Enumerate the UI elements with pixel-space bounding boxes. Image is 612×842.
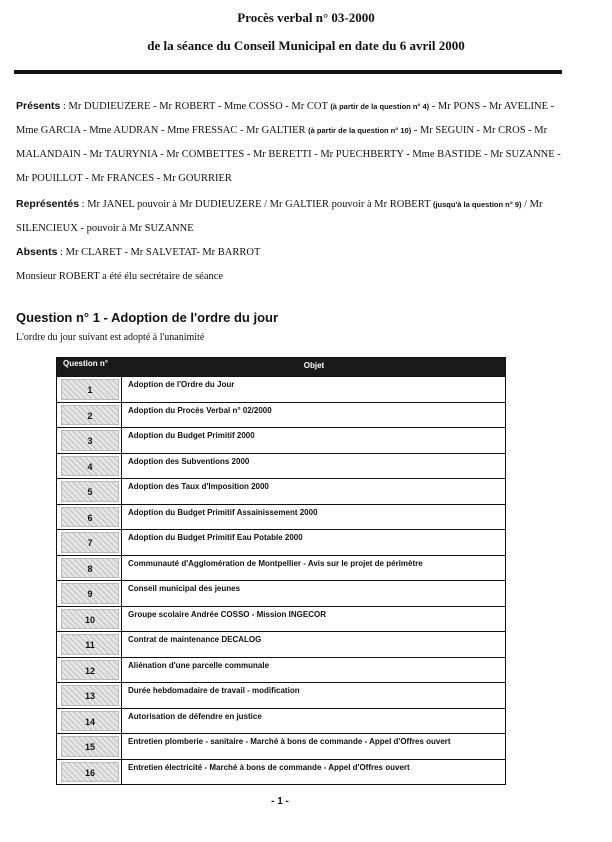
row-objet: Entretien électricité - Marché à bons de commande - Appel d'Offres ouvert	[121, 760, 505, 785]
document-title: Procès verbal n° 03-2000	[237, 10, 375, 25]
row-objet: Adoption du Procès Verbal n° 02/2000	[121, 403, 505, 428]
absents-text: : Mr CLARET - Mr SALVETAT- Mr BARROT	[57, 247, 261, 258]
row-number: 16	[61, 762, 119, 783]
question-subtitle: L'ordre du jour suivant est adopté à l'unanimité	[16, 332, 205, 343]
row-number: 1	[61, 379, 119, 400]
table-row	[57, 453, 505, 479]
row-objet: Aliénation d'une parcelle communale	[121, 658, 505, 683]
row-number: 15	[61, 736, 119, 757]
represented-text-2: / Mr SILENCIEUX - pouvoir à Mr SUZANNE	[16, 199, 543, 234]
presents-text-3: - Mr SEGUIN - Mr CROS - Mr MALANDAIN - Mr TAURYNIA - Mr COMBETTES - Mr BERETTI - Mr PUECHBERTY - Mme BASTIDE - Mr SUZANNE - Mr POUILLOT - Mr FRANCES - Mr GOURRIER	[16, 125, 561, 184]
row-objet: Contrat de maintenance DECALOG	[121, 632, 505, 657]
row-number: 3	[61, 430, 119, 451]
table-row	[57, 555, 505, 581]
presents-text-2: - Mr PONS - Mr AVELINE - Mme GARCIA - Mme AUDRAN - Mme FRESSAC - Mr GALTIER	[16, 101, 555, 136]
absents-label: Absents	[16, 246, 58, 258]
table-row	[57, 733, 505, 759]
table-row	[57, 478, 505, 504]
row-objet: Communauté d'Agglomération de Montpellier - Avis sur le projet de périmètre	[121, 556, 505, 581]
presents-note-2: (à partir de la question n° 10)	[308, 126, 412, 135]
row-objet: Durée hebdomadaire de travail - modification	[121, 683, 505, 708]
row-number: 2	[61, 405, 119, 426]
table-header	[57, 358, 505, 376]
row-objet: Adoption du Budget Primitif 2000	[121, 428, 505, 453]
header-question-number: Question n°	[63, 359, 108, 368]
header-divider	[14, 70, 562, 74]
table-row	[57, 529, 505, 555]
page-number: - 1 -	[271, 796, 289, 807]
absents-paragraph	[16, 240, 576, 265]
row-objet: Entretien plomberie - sanitaire - Marché à bons de commande - Appel d'Offres ouvert	[121, 734, 505, 759]
table-row	[57, 402, 505, 428]
row-objet: Autorisation de défendre en justice	[121, 709, 505, 734]
row-number: 10	[61, 609, 119, 630]
row-objet: Adoption des Taux d'Imposition 2000	[121, 479, 505, 504]
presents-text-1: : Mr DUDIEUZERE - Mr ROBERT - Mme COSSO - Mr COT	[60, 101, 331, 112]
row-number: 7	[61, 532, 119, 553]
table-row	[57, 759, 505, 785]
represented-note: (jusqu'à la question n° 9)	[432, 200, 522, 209]
table-row	[57, 606, 505, 632]
represented-label: Représentés	[16, 198, 80, 210]
table-row	[57, 376, 505, 402]
secretary-paragraph: Monsieur ROBERT a été élu secrétaire de séance	[16, 271, 224, 282]
row-objet: Adoption du Budget Primitif Eau Potable 2000	[121, 530, 505, 555]
represented-paragraph	[16, 192, 576, 241]
row-number: 5	[61, 481, 119, 502]
row-number: 14	[61, 711, 119, 732]
header-objet: Objet	[303, 361, 325, 370]
table-row	[57, 427, 505, 453]
table-row	[57, 631, 505, 657]
row-objet: Adoption de l'Ordre du Jour	[121, 377, 505, 402]
row-objet: Adoption du Budget Primitif Assainissement 2000	[121, 505, 505, 530]
row-number: 11	[61, 634, 119, 655]
row-number: 9	[61, 583, 119, 604]
row-number: 4	[61, 456, 119, 477]
agenda-table	[56, 357, 506, 785]
row-number: 13	[61, 685, 119, 706]
row-number: 12	[61, 660, 119, 681]
table-row	[57, 504, 505, 530]
presents-paragraph	[16, 94, 576, 191]
document-subtitle: de la séance du Conseil Municipal en date du 6 avril 2000	[147, 38, 465, 53]
row-objet: Adoption des Subventions 2000	[121, 454, 505, 479]
presents-label: Présents	[16, 100, 61, 112]
row-objet: Conseil municipal des jeunes	[121, 581, 505, 606]
row-objet: Groupe scolaire Andrée COSSO - Mission INGECOR	[121, 607, 505, 632]
table-row	[57, 682, 505, 708]
question-title: Question n° 1 - Adoption de l'ordre du jour	[16, 310, 279, 325]
table-row	[57, 580, 505, 606]
table-row	[57, 708, 505, 734]
presents-note-1: (à partir de la question n° 4)	[330, 102, 430, 111]
row-number: 6	[61, 507, 119, 528]
row-number: 8	[61, 558, 119, 579]
table-row	[57, 657, 505, 683]
represented-text-1: : Mr JANEL pouvoir à Mr DUDIEUZERE / Mr GALTIER pouvoir à Mr ROBERT	[79, 199, 433, 210]
